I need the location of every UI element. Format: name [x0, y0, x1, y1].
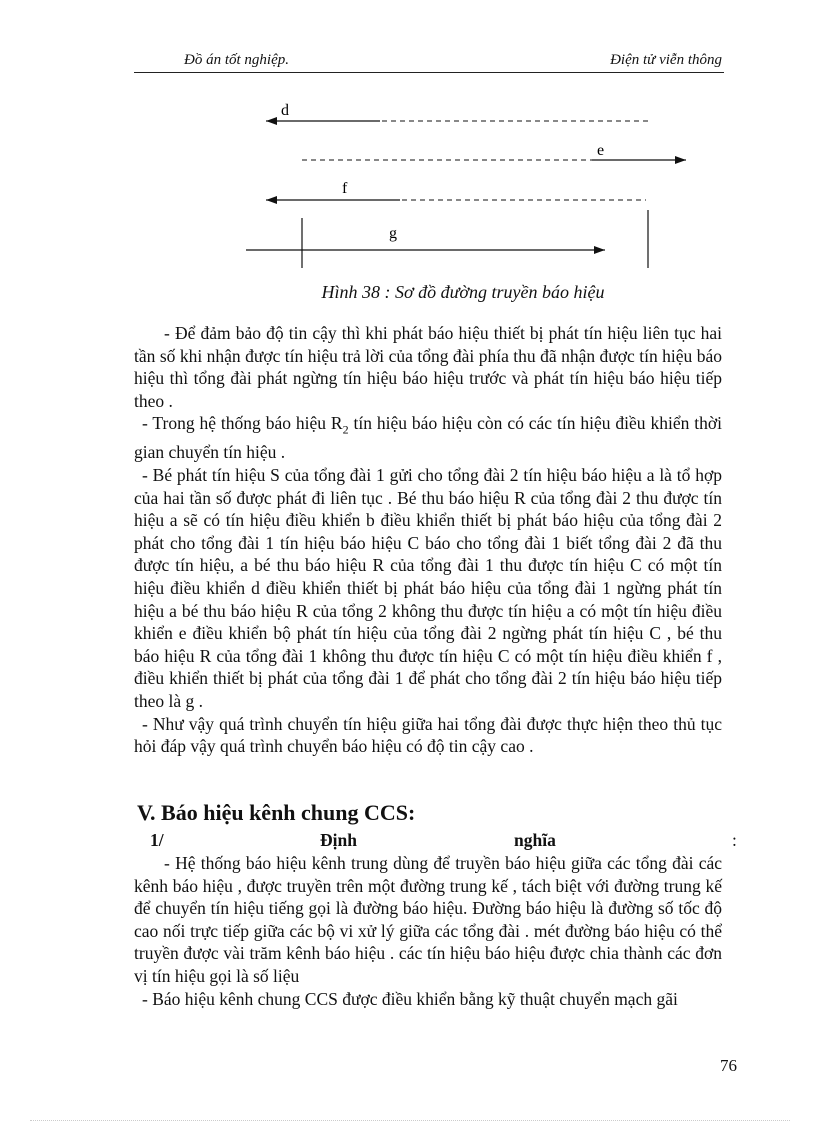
- label-d: d: [281, 102, 289, 119]
- footer-divider: [30, 1120, 790, 1121]
- subsection-number: 1/: [150, 830, 164, 850]
- paragraph: - Báo hiệu kênh chung CCS được điều khiển bằng kỹ thuật chuyển mạch gãi: [142, 988, 678, 1009]
- label-g: g: [389, 225, 397, 242]
- signal-line-e: [302, 142, 686, 160]
- figure-caption: Hình 38 : Sơ đồ đường truyền báo hiệu: [321, 282, 605, 302]
- paragraph: - Bé phát tín hiệu S của tổng đài 1 gửi cho tổng đài 2 tín hiệu báo hiệu a là tổ hợp của hai tần số được phát đi liên tục . Bé thu báo hiệu R của tổng đài 2 thu được tín hiệu a sẽ có tín hiệu điều khiển b điều khiển thiết bị phát báo hiệu của tổng đài 2 phát cho tổng đài 1 tín hiệu báo hiệu C báo cho tổng đài 1 biết tổng đài 2 đã thu được tín hiệu, a bé thu báo hiệu R của tổng đài 1 thu được tín hiệu C có một tín hiệu điều khiển d điều khiển thiết bị phát báo hiệu của tổng đài 1 ngừng phát tín hiệu a bé thu báo hiệu R của tổng 2 không thu được tín hiệu a có một tín hiệu điều khiển e điều khiển bộ phát tín hiệu của tổng đài 2 ngừng phát tín hiệu C , bé thu báo hiệu R của tổng đài 1 không thu được tín hiệu C có một tín hiệu điều khiển f , điều khiển thiết bị phát của tổng đài 1 để phát cho tổng đài 2 tín hiệu báo hiệu tiếp theo là g .: [134, 465, 722, 711]
- signaling-diagram: [0, 0, 816, 300]
- body-block-2: [134, 852, 722, 1010]
- section-heading: V. Báo hiệu kênh chung CCS:: [137, 800, 416, 825]
- signal-line-f: [266, 180, 646, 200]
- signal-line-g: [246, 225, 605, 250]
- paragraph: - Trong hệ thống báo hiệu $R_2$ tín hiệu báo hiệu còn có các tín hiệu điều khiển thời gian chuyển tín hiệu .: [134, 413, 722, 463]
- header-right-title: Điện tử viễn thông: [610, 52, 722, 68]
- paragraph: - Hệ thống báo hiệu kênh trung dùng để truyền báo hiệu giữa các tổng đài các kênh báo hiệu , được truyền trên một đường trung kế , tách biệt với đường trung kế để chuyển tín hiệu tiếng gọi là đường báo hiệu. Đường báo hiệu là đường số tốc độ cao nối trực tiếp giữa các bộ vi xử lý giữa các tổng đài . mét đường báo hiệu có thể truyền được vài trăm kênh báo hiệu . các tín hiệu báo hiệu được chia thành các đơn vị tín hiệu gọi là số liệu: [134, 853, 722, 986]
- page-number: 76: [720, 1056, 737, 1075]
- body-block-1: [134, 322, 722, 758]
- label-f: f: [342, 180, 348, 197]
- subsection-word-1: Định: [320, 830, 357, 850]
- subsection-colon: :: [732, 830, 737, 850]
- paragraph: - Như vậy quá trình chuyển tín hiệu giữa hai tổng đài được thực hiện theo thủ tục hỏi đáp vậy quá trình chuyển báo hiệu có độ tin cậy cao .: [134, 713, 722, 757]
- label-e: e: [597, 142, 605, 159]
- signal-line-d: [266, 102, 648, 121]
- subsection-word-2: nghĩa: [514, 830, 556, 850]
- header-left-title: Đồ án tốt nghiệp.: [184, 52, 289, 68]
- paragraph: - Để đảm bảo độ tin cậy thì khi phát báo hiệu thiết bị phát tín hiệu liên tục hai tần số khi nhận được tín hiệu trả lời của tổng đài phía thu đã nhận được tín hiệu báo hiệu thì tổng đài phát ngừng tín hiệu báo hiệu trước và phát tín hiệu báo hiệu tiếp theo .: [134, 323, 722, 411]
